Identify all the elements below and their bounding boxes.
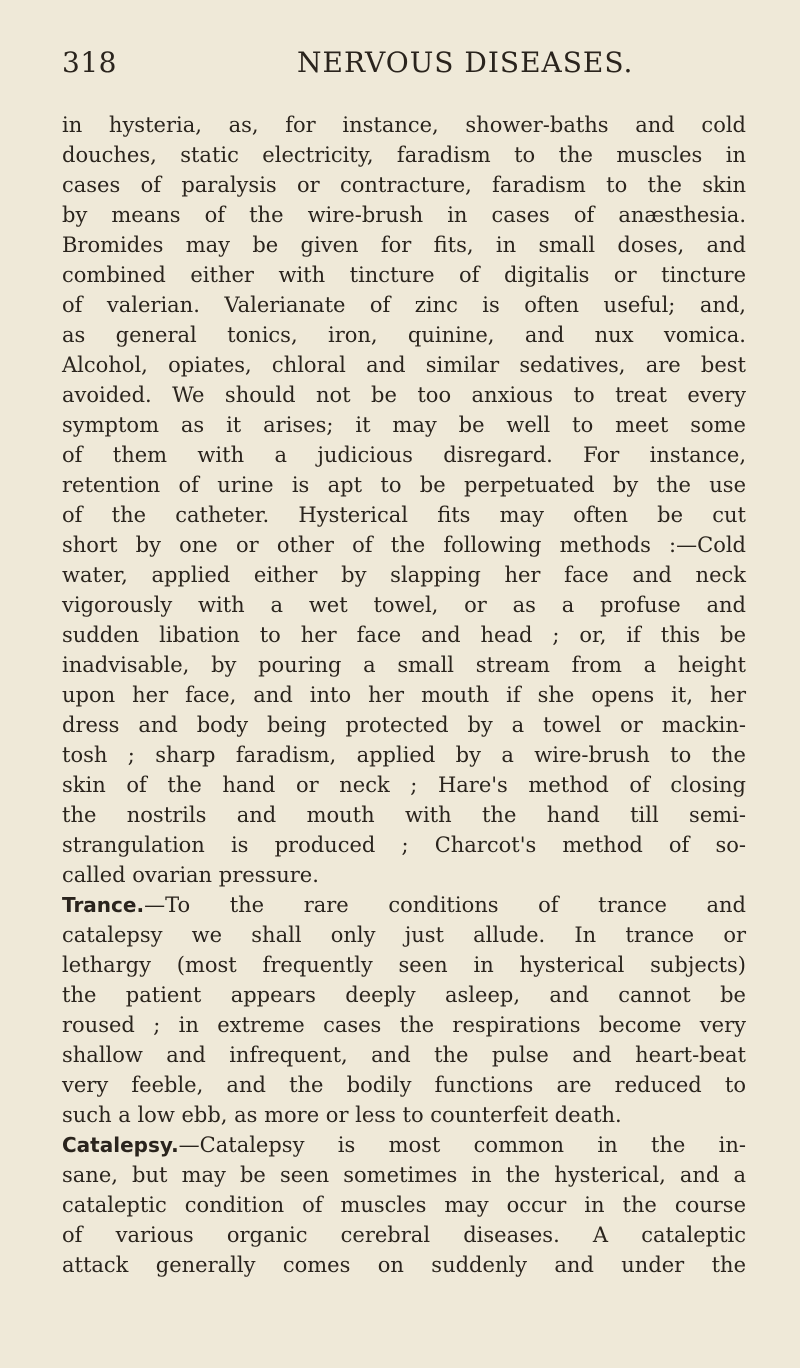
text-line: cataleptic condition of muscles may occur in the course <box>62 1193 746 1217</box>
text-line: by means of the wire-brush in cases of anæsthesia. <box>62 203 746 227</box>
text-line: short by one or other of the following methods :—Cold <box>62 533 746 557</box>
text-line: douches, static electricity, faradism to the muscles in <box>62 143 746 167</box>
text-line: the patient appears deeply asleep, and cannot be <box>62 983 746 1007</box>
text-line: combined either with tincture of digitalis or tincture <box>62 263 746 287</box>
running-head: NERVOUS DISEASES. <box>297 46 634 79</box>
text-line: avoided. We should not be too anxious to treat every <box>62 383 746 407</box>
text-line: water, applied either by slapping her face and neck <box>62 563 746 587</box>
text-line: sane, but may be seen sometimes in the hysterical, and a <box>62 1163 746 1187</box>
text-line: catalepsy we shall only just allude. In trance or <box>62 923 746 947</box>
trance-heading: Trance. <box>62 893 145 917</box>
text-line: tosh ; sharp faradism, applied by a wire-brush to the <box>62 743 746 767</box>
text-line: symptom as it arises; it may be well to meet some <box>62 413 746 437</box>
text-line: sudden libation to her face and head ; or, if this be <box>62 623 746 647</box>
text-line: roused ; in extreme cases the respirations become very <box>62 1013 746 1037</box>
text-line: Bromides may be given for fits, in small doses, and <box>62 233 746 257</box>
trance-first-line: —To the rare conditions of trance and <box>144 893 746 917</box>
text-line: retention of urine is apt to be perpetuated by the use <box>62 473 746 497</box>
text-line: as general tonics, iron, quinine, and nux vomica. <box>62 323 746 347</box>
text-line: of various organic cerebral diseases. A cataleptic <box>62 1223 746 1247</box>
body-text <box>62 110 746 1280</box>
catalepsy-first-line: —Catalepsy is most common in the in- <box>178 1133 746 1157</box>
text-line: in hysteria, as, for instance, shower-baths and cold <box>62 113 746 137</box>
text-line: upon her face, and into her mouth if she opens it, her <box>62 683 746 707</box>
text-line: shallow and infrequent, and the pulse and heart-beat <box>62 1043 746 1067</box>
text-line: Alcohol, opiates, chloral and similar sedatives, are best <box>62 353 746 377</box>
text-line: very feeble, and the bodily functions are reduced to <box>62 1073 746 1097</box>
catalepsy-paragraph-start <box>62 1130 746 1160</box>
text-line: cases of paralysis or contracture, faradism to the skin <box>62 173 746 197</box>
text-line: of valerian. Valerianate of zinc is often useful; and, <box>62 293 746 317</box>
text-line: attack generally comes on suddenly and under the <box>62 1253 746 1277</box>
trance-paragraph-start <box>62 890 746 920</box>
text-line: such a low ebb, as more or less to counterfeit death. <box>62 1103 622 1127</box>
text-line: inadvisable, by pouring a small stream from a height <box>62 653 746 677</box>
text-line: the nostrils and mouth with the hand till semi- <box>62 803 746 827</box>
text-line: vigorously with a wet towel, or as a profuse and <box>62 593 746 617</box>
text-line: skin of the hand or neck ; Hare's method of closing <box>62 773 746 797</box>
text-line: dress and body being protected by a towel or mackin- <box>62 713 746 737</box>
text-line: of the catheter. Hysterical fits may often be cut <box>62 503 746 527</box>
catalepsy-heading: Catalepsy. <box>62 1133 179 1157</box>
text-line: called ovarian pressure. <box>62 863 319 887</box>
text-line: lethargy (most frequently seen in hysterical subjects) <box>62 953 746 977</box>
text-line: of them with a judicious disregard. For instance, <box>62 443 746 467</box>
page-number: 318 <box>62 46 117 79</box>
text-line: strangulation is produced ; Charcot's method of so- <box>62 833 746 857</box>
